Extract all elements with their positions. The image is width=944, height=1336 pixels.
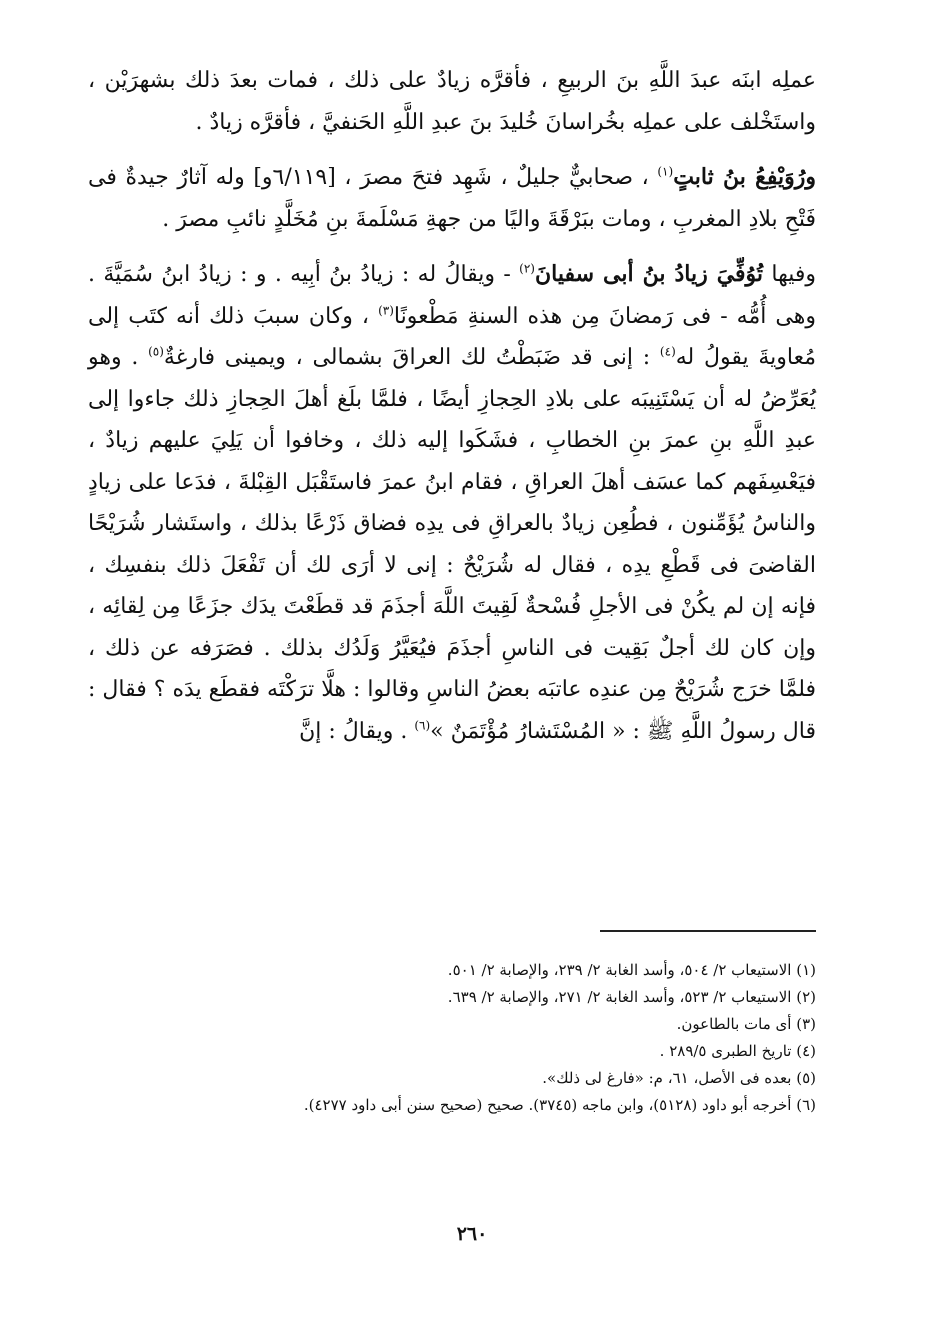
page-number: ٢٦٠	[456, 1223, 488, 1245]
text-run: عملِه ابنَه عبدَ اللَّهِ بنَ الربيعِ ، فأقرَّه زيادٌ على ذلك ، فمات بعدَ ذلك بشهرَيْن ، واستَخْلف على عملِه بخُراسانَ خُليدَ بنَ عبدِ اللَّهِ الحَنفيَّ ، فأقرَّه زيادٌ .	[88, 68, 816, 135]
footnote-ref: (٣)	[378, 303, 394, 318]
footnotes	[88, 957, 816, 1119]
text-run: وفيها	[763, 262, 816, 287]
text-run: ، صحابيٌّ جليلٌ ، شَهِد فتحَ مصرَ ، [٦/١١٩و] وله آثارٌ جيدةٌ فى فَتْحِ بلادِ المغربِ ، ومات ببَرْقَةَ واليًا من جهةِ مَسْلَمةَ بنِ مُخَلَّدٍ نائبِ مصرَ .	[88, 165, 816, 232]
paragraph-3	[88, 254, 816, 752]
main-text	[88, 60, 816, 752]
footnote-6: (٦) أخرجه أبو داود (٥١٢٨)، وابن ماجه (٣٧٤٥). صحيح (صحيح سنن أبى داود ٤٢٧٧).	[303, 1096, 816, 1114]
text-run: : إنى قد ضَبَطْتُ لك العراقَ بشمالى ، ويمينى فارغةٌ	[163, 345, 660, 370]
bold-name: ورُوَيْفِعُ بنُ ثابتٍ	[673, 164, 817, 190]
footnote-ref: (٥)	[148, 344, 164, 359]
footnote-ref: (٤)	[659, 344, 676, 359]
paragraph-1	[88, 60, 816, 143]
paragraph-2	[88, 157, 816, 240]
text-run: . ويقالُ : إنَّ	[299, 718, 415, 744]
page-body	[88, 60, 816, 766]
footnote-2: (٢) الاستيعاب ٢/ ٥٢٣، وأسد الغابة ٢/ ٢٧١، والإصابة ٢/ ٦٣٩.	[447, 988, 816, 1006]
footnote-4: (٤) تاريخ الطبرى ٢٨٩/٥ .	[659, 1042, 816, 1060]
footnote-ref: (٦)	[414, 718, 431, 733]
bold-name: تُوُفِّيَ زيادُ بنُ أبى سفيانَ	[534, 261, 764, 287]
text-run: . وهو يُعَرِّضُ له أن يَسْتَنِيبَه على بلادِ الحِجازِ أيضًا ، فلمَّا بلَغ أهلَ الحِجازِ ذلك جاءوا إلى عبدِ اللَّهِ بنِ عمرَ بنِ الخطابِ ، فشَكَوا إليه ذلك ، وخافوا أن يَلِيَ عليهم زيادٌ ، فيَعْسِفَهم كما عسَف أهلَ العراقِ ، فقام ابنُ عمرَ فاستَقْبَل القِبْلةَ ، فدَعا على زيادٍ والناسُ يُؤَمِّنون ، فطُعِن زيادٌ بالعراقِ فى يدِه فضاق ذَرْعًا بذلك ، واستَشار شُرَيْحًا القاضىَ فى قَطْعِ يدِه ، فقال له شُرَيْحٌ : إنى لا أرَى لك أن تَفْعَلَ ذلك بنفسِك ، فإنه إن لم يكُنْ فى الأجلِ فُسْحةٌ لَقِيتَ اللَّهَ أجذَمَ قد قطَعْتَ يدَك جزَعًا مِن لِقائِه ، وإن كان لك أجلٌ بَقِيت فى الناسِ أجذَمَ فيُعَيَّرُ وَلَدُك بذلك . فصَرَفه عن ذلك ، فلمَّا خرَج شُرَيْحٌ مِن عندِه عاتبَه بعضُ الناسِ وقالوا : هلَّا ترَكْتَه فقطَع يدَه ؟ فقال : قال رسولُ اللَّهِ ﷺ : « المُسْتَشارُ مُؤْتَمَنٌ »	[88, 345, 816, 744]
text-run: - ويقالُ له : زيادُ بنُ أبِيه . و : زيادُ ابنُ سُمَيَّةَ . وهى أُمُّه - فى رَمضانَ مِن هذه السنةِ مَطْعونًا	[88, 262, 816, 329]
footnote-5: (٥) بعده فى الأصل، ٦١، م: «فارغ لى ذلك».	[542, 1069, 816, 1087]
footnote-divider	[600, 930, 816, 932]
footnote-1: (١) الاستيعاب ٢/ ٥٠٤، وأسد الغابة ٢/ ٢٣٩، والإصابة ٢/ ٥٠١.	[447, 961, 816, 979]
footnote-ref: (١)	[657, 164, 674, 179]
text-run: ، وكان سببَ ذلك أنه كتَب إلى مُعاويةَ يقولُ له	[88, 303, 816, 370]
footnote-3: (٣) أى مات بالطاعون.	[676, 1015, 816, 1033]
footnote-ref: (٢)	[519, 261, 535, 276]
